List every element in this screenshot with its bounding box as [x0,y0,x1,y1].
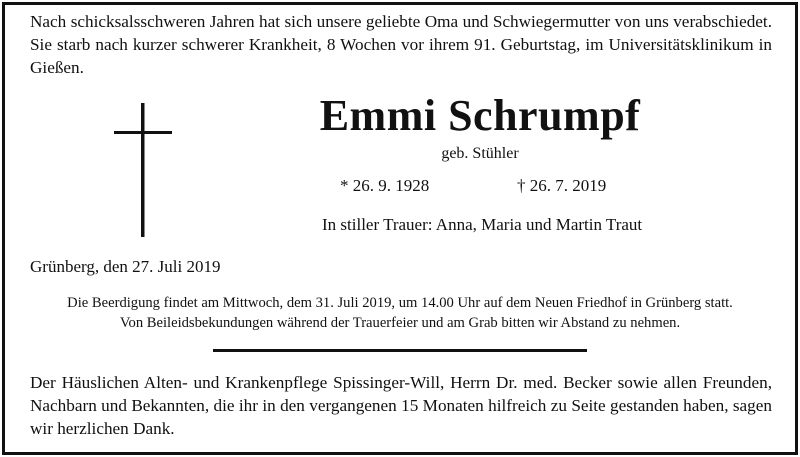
condolence-line: Von Beileidsbekundungen während der Trauerfeier und am Grab bitten wir Abstand zu nehmen. [119,315,681,331]
cross-icon [112,103,174,237]
place-and-date: Grünberg, den 27. Juli 2019 [30,257,221,276]
maiden-name: geb. Stühler [441,145,519,162]
divider-line [213,349,587,352]
intro-paragraph: Nach schicksalsschweren Jahren hat sich unsere geliebte Oma und Schwiegermutter von uns verabschiedet. Sie starb nach kurzer schwerer Krankheit, 8 Wochen vor ihrem 91. Geburtstag, im Universitätsklinikum in Gießen. [30,12,772,77]
funeral-line: Die Beerdigung findet am Mittwoch, dem 31. Juli 2019, um 14.00 Uhr auf dem Neuen Friedhof in Grünberg statt. [67,295,733,311]
mourners-line: In stiller Trauer: Anna, Maria und Martin Traut [322,215,643,234]
birth-date: * 26. 9. 1928 [340,176,430,195]
thanks-paragraph: Der Häuslichen Alten- und Krankenpflege Spissinger-Will, Herrn Dr. med. Becker sowie allen Freunden, Nachbarn und Bekannten, die ihr in den vergangenen 15 Monaten hilfreich zu Seite gestanden haben, sagen wir herzlichen Dank. [30,373,772,438]
deceased-name: Emmi Schrumpf [319,91,641,140]
death-date: † 26. 7. 2019 [517,176,607,195]
funeral-info [20,293,780,333]
